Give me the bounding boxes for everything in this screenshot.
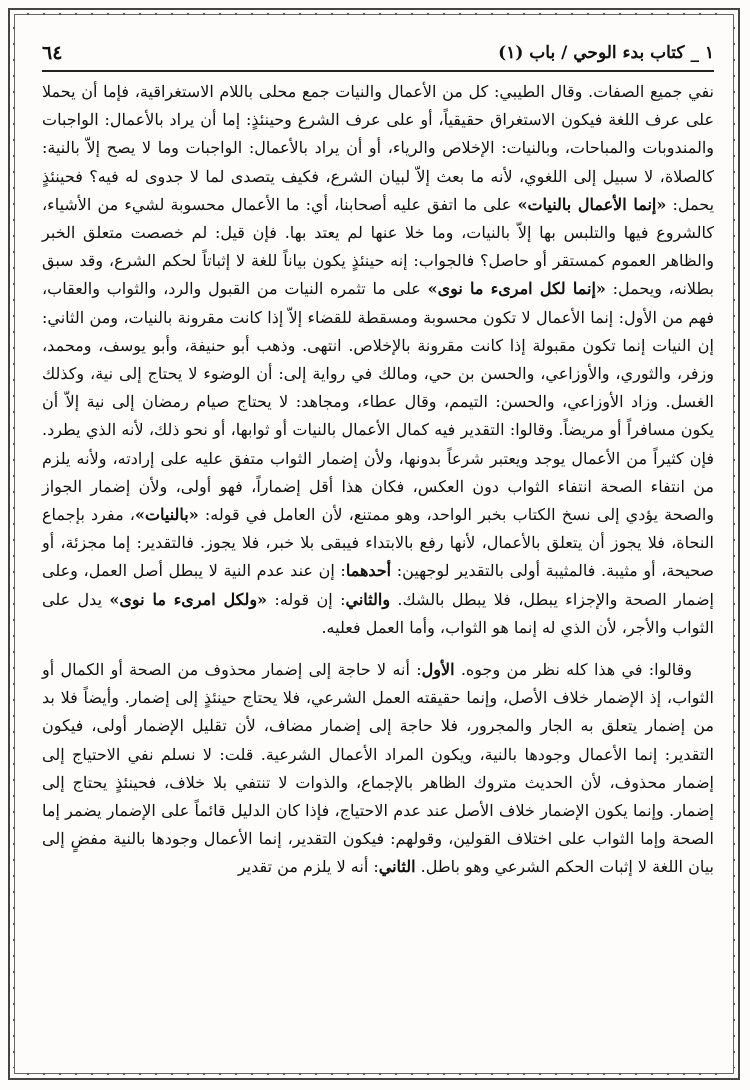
text-segment: : أنه لا حاجة إلى إضمار محذوف من الصحة أو الكمال أو الثواب، إذ الإضمار خلاف الأصل، وإنما حقيقته العمل الشرعي، فلا يحتاج حينئذٍ إلى إضمار. وأيضاً فلا بد من إضمار يتعلق به الجار والمجرور، فلا حاجة إلى إضمار مضاف، لأن تقليل الإضمار أولى، فيكون التقدير: إنما الأعمال وجودها بالنية، ويكون المراد الأعمال الشرعية. قلت: لا نسلم نفي الاحتياج إلى إضمار محذوف، لأن الحديث متروك الظاهر بالإجماع، والذوات لا تنتفي بلا خلاف، فحينئذٍ يحتاج إلى إضمار. وإنما يكون الإضمار خلاف الأصل عند عدم الاحتياج، فإذا كان الدليل قائماً على الإضمار يضمر إما الصحة وإما الثواب على اختلاف القولين، وقولهم: فيكون التقدير، إنما الأعمال وجودها بالنية مفضٍ إلى بيان اللغة لا إثبات الحكم الشرعي وهو باطل.: [42, 660, 715, 877]
text-segment: وقالوا: في هذا كله نظر من وجوه.: [454, 660, 693, 680]
bold-text-segment: الأول: [421, 660, 455, 680]
running-title: ١ _ كتاب بدء الوحي / باب (١): [498, 43, 714, 63]
bold-text-segment: والثاني: [345, 589, 391, 609]
text-segment: على ما تثمره النيات من القبول والرد، والثواب والعقاب، فهم من الأول: إنما الأعمال لا تكون محسوبة ومسقطة للقضاء إلاّ إذا كانت مقرونة بالنيات، ومن الثاني: إن النيات إنما تكون مقبولة إذا كانت مقرونة بالإخلاص. انتهى. وذهب أبو حنيفة، وأبو يوسف، ومحمد، وزفر، والثوري، والأوزاعي، والحسن بن حي، ومالك في رواية إلى: أن الوضوء لا يحتاج إلى نية، وكذلك الغسل. وزاد الأوزاعي، والحسن: التيمم، وقال عطاء، ومجاهد: لا يحتاج صيام رمضان إلى نية إلاّ أن يكون مسافراً أو مريضاً. وقالوا: التقدير فيه كمال الأعمال بالنيات أو ثوابها، أو نحو ذلك، لأنه الذي يطرد. فإن كثيراً من الأعمال يوجد ويعتبر شرعاً بدونها، ولأن إضمار الثواب متفق عليه على إرادته، ولأنه يلزم من انتفاء الصحة انتفاء الثواب دون العكس، فكان هذا أقل إضماراً، فهو أولى، ولأن إضمار الجواز والصحة يؤدي إلى نسخ الكتاب بخبر الواحد، وهو ممتنع، لأن العامل في قوله:: [42, 279, 715, 525]
bold-text-segment: «إنما لكل امرىء ما نوى»: [427, 279, 606, 299]
border-ornament-right: [730, 20, 738, 1068]
bold-text-segment: «ولكل امرىء ما نوى»: [109, 589, 268, 609]
bold-text-segment: «إنما الأعمال بالنيات»: [517, 194, 667, 214]
page-header: [42, 36, 714, 72]
text-segment: يدل على الثواب والأجر، لأن الذي له إنما هو الثواب، وأما العمل فعليه.: [42, 589, 714, 637]
text-segment: على ما اتفق عليه أصحابنا، أي: ما الأعمال محسوبة لشيء من الأشياء، كالشروع فيها والتلبس بها إلاّ بالنيات، وما خلا عنها لم يعتد بها. فإن قيل: لم خصصت متعلق الخبر والظاهر العموم كمستقر أو حاصل؟ فالجواب: إنه حينئذٍ يكون بياناً للغة لا إثباتاً لحكم الشرع، وقد سبق بطلانه، ويحمل:: [42, 194, 714, 299]
page-number: ٦٤: [42, 42, 63, 64]
text-segment: : إن قوله:: [267, 589, 346, 609]
border-ornament-left: [10, 20, 18, 1068]
paragraph-2: [42, 656, 714, 882]
bold-text-segment: أحدهما: [345, 561, 392, 581]
border-ornament-bottom: [20, 1070, 728, 1078]
text-segment: ، مفرد بإجماع النحاة، فلا يجوز أن يتعلق بالأعمال، لأنها رفع بالابتداء فيبقى بلا خبر، فلا يجوز. فالتقدير: إما مجزئة، أو صحيحة، أو مثيبة. فالمثيبة أولى بالتقدير لوجهين:: [42, 505, 714, 581]
bold-text-segment: الثاني: [378, 857, 416, 877]
page-body: [42, 78, 714, 882]
paragraph-1: [42, 78, 714, 642]
text-segment: نفي جميع الصفات. وقال الطيبي: كل من الأعمال والنيات جمع محلى باللام الاستغراقية، فإما أن يحملا على عرف اللغة فيكون الاستغراق حقيقياً، أو على عرف الشرع وحينئذٍ: إما أن يراد بالأعمال: الواجبات والمندوبات والمباحات، وبالنيات: الإخلاص والرياء، أو أن يراد بالأعمال: الواجبات وما لا يصح إلاّ بالنية: كالصلاة، لا سبيل إلى اللغوي، لأنه ما بعث إلاّ لبيان الشرع، فكيف يتصدى لما لا جدوى له فيه؟ فحينئذٍ يحمل:: [42, 82, 715, 214]
border-ornament-top: [20, 10, 728, 18]
text-segment: : أنه لا يلزم من تقدير: [237, 857, 379, 877]
text-segment: : إن عند عدم النية لا يبطل أصل العمل، وعلى إضمار الصحة والإجزاء يبطل، فلا يبطل بالشك.: [42, 561, 715, 609]
bold-text-segment: «بالنيات»: [134, 505, 199, 525]
